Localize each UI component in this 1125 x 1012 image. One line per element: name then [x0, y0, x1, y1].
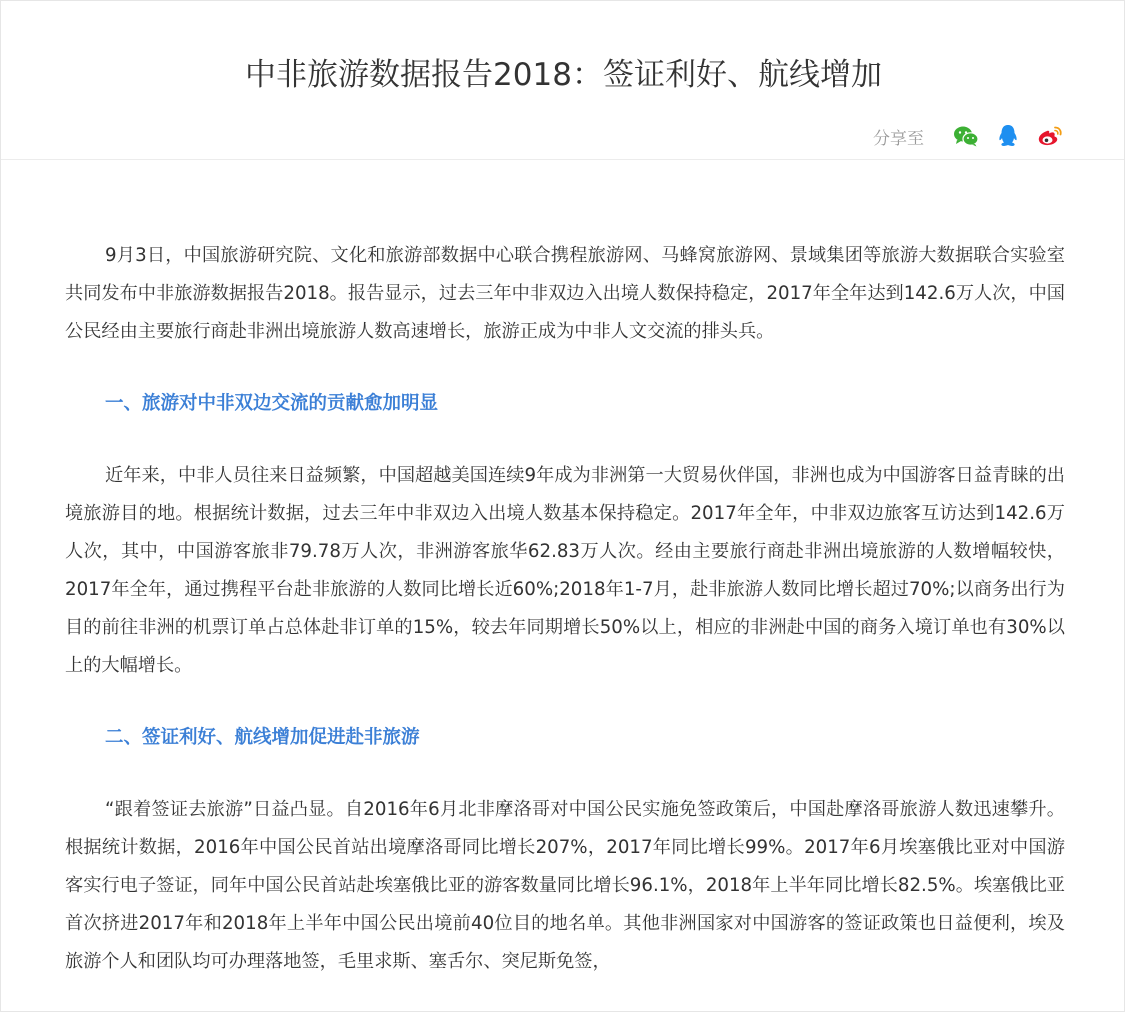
article-title: 中非旅游数据报告2018：签证利好、航线增加	[245, 57, 882, 93]
section-heading-1: 一、旅游对中非双边交流的贡献愈加明显	[105, 393, 439, 414]
article-body	[65, 237, 1065, 981]
wechat-icon[interactable]	[952, 122, 980, 150]
qq-icon[interactable]	[994, 122, 1022, 150]
paragraph-section-1: 近年来，中非人员往来日益频繁，中国超越美国连续9年成为非洲第一大贸易伙伴国，非洲也成为中国游客日益青睐的出境旅游目的地。根据统计数据，过去三年中非双边入出境人数基本保持稳定。2017年全年，中非双边旅客互访达到142.6万人次，其中，中国游客旅非79.78万人次，非洲游客旅华62.83万人次。经由主要旅行商赴非洲出境旅游的人数增幅较快，2017年全年，通过携程平台赴非旅游的人数同比增长近60%;2018年1-7月，赴非旅游人数同比增长超过70%;以商务出行为目的前往非洲的机票订单占总体赴非订单的15%，较去年同期增长50%以上，相应的非洲赴中国的商务入境订单也有30%以上的大幅增长。	[65, 465, 1065, 676]
share-bar	[873, 121, 1064, 151]
share-label: 分享至	[873, 128, 924, 149]
section-heading-2: 二、签证利好、航线增加促进赴非旅游	[105, 727, 420, 748]
paragraph-section-2: “跟着签证去旅游”日益凸显。自2016年6月北非摩洛哥对中国公民实施免签政策后，中国赴摩洛哥旅游人数迅速攀升。根据统计数据，2016年中国公民首站出境摩洛哥同比增长207%，2017年同比增长99%。2017年6月埃塞俄比亚对中国游客实行电子签证，同年中国公民首站赴埃塞俄比亚的游客数量同比增长96.1%，2018年上半年同比增长82.5%。埃塞俄比亚首次挤进2017年和2018年上半年中国公民出境前40位目的地名单。其他非洲国家对中国游客的签证政策也日益便利，埃及旅游个人和团队均可办理落地签，毛里求斯、塞舌尔、突尼斯免签，	[65, 799, 1065, 972]
article-header	[1, 1, 1124, 160]
weibo-icon[interactable]	[1036, 122, 1064, 150]
paragraph-intro: 9月3日，中国旅游研究院、文化和旅游部数据中心联合携程旅游网、马蜂窝旅游网、景域集团等旅游大数据联合实验室共同发布中非旅游数据报告2018。报告显示，过去三年中非双边入出境人数保持稳定，2017年全年达到142.6万人次，中国公民经由主要旅行商赴非洲出境旅游人数高速增长，旅游正成为中非人文交流的排头兵。	[65, 245, 1065, 342]
